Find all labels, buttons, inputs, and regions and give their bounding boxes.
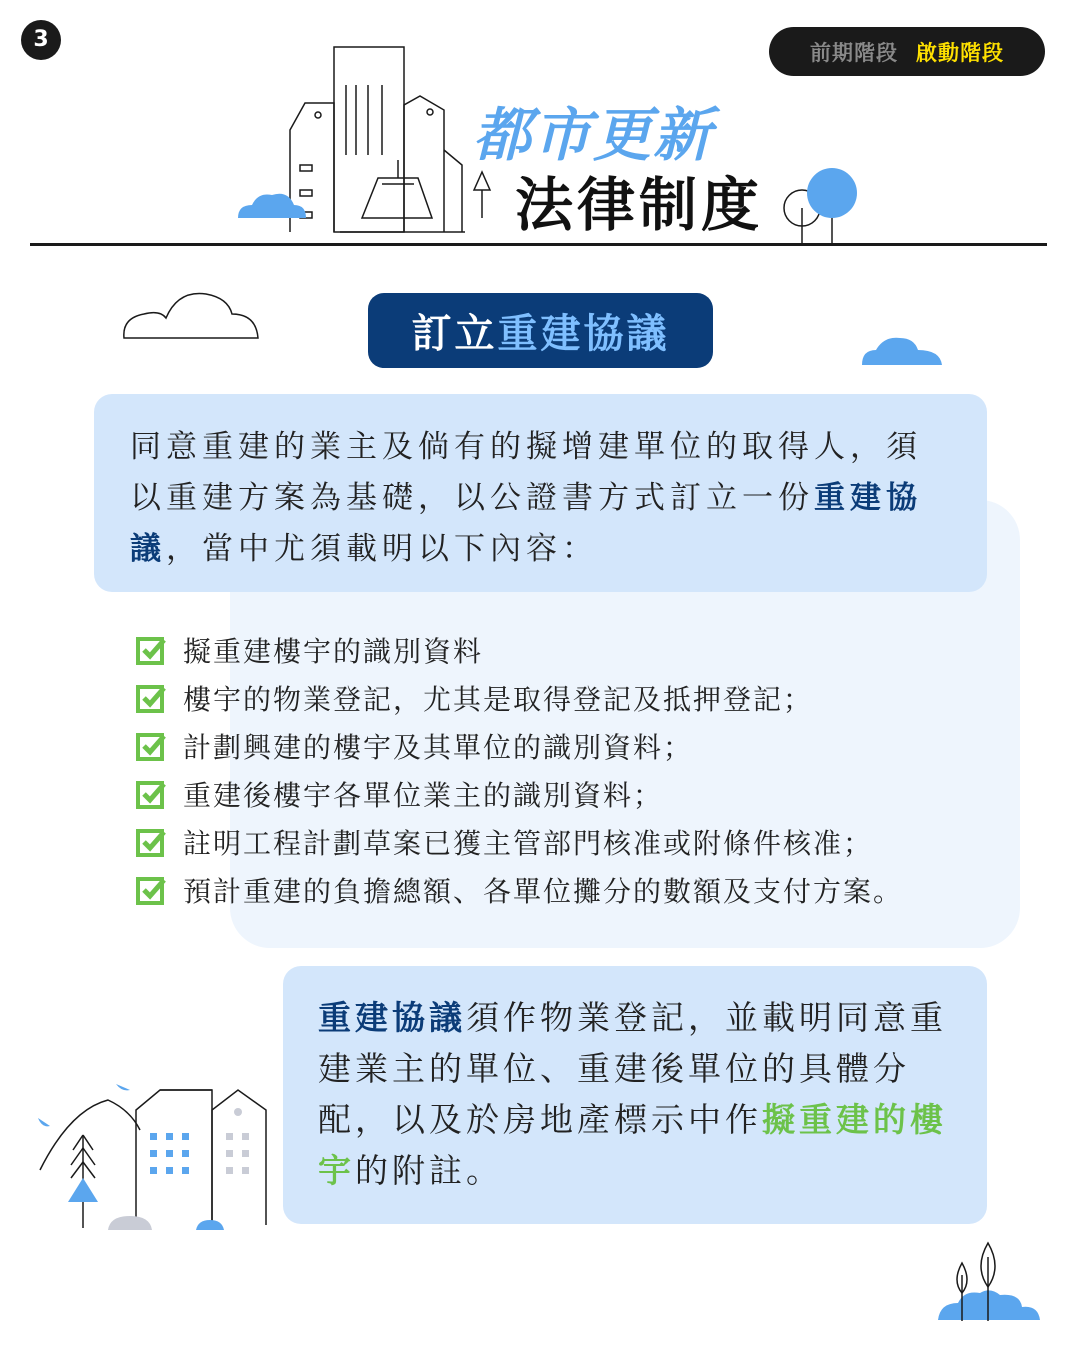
- list-item-text: 樓宇的物業登記，尤其是取得登記及抵押登記；: [183, 683, 814, 716]
- section-title-part1: 訂立: [411, 311, 498, 357]
- checkbox-checked-icon: [135, 778, 167, 810]
- stage-previous: 前期階段: [810, 40, 898, 65]
- intro-text-before: 同意重建的業主及倘有的擬增建單位的取得人，須以重建方案為基礎，以公證書方式訂立一份: [130, 429, 922, 516]
- note-box: [283, 966, 987, 1224]
- checkbox-checked-icon: [135, 634, 167, 666]
- title-main: 都市更新: [473, 101, 714, 169]
- intro-text-after: ，當中尤須載明以下內容：: [166, 531, 598, 567]
- tree-blue-circle: [807, 168, 857, 218]
- cloud-blue-icon: [862, 338, 942, 365]
- stage-current: 啟動階段: [916, 40, 1004, 65]
- list-item-text: 擬重建樓宇的識別資料: [183, 635, 484, 668]
- note-highlight-start: 重建協議: [318, 998, 466, 1037]
- bottom-right-illustration: [930, 1235, 1050, 1325]
- page-number: 3: [21, 20, 61, 60]
- note-text-end: 的附註。: [355, 1151, 503, 1190]
- list-item-text: 預計重建的負擔總額、各單位攤分的數額及支付方案。: [183, 875, 904, 908]
- checkbox-checked-icon: [135, 730, 167, 762]
- list-item: [135, 722, 903, 770]
- list-item: [135, 770, 903, 818]
- bottom-left-illustration: [30, 1070, 280, 1230]
- section-title-part2: 重建協議: [497, 311, 670, 357]
- title-sub: 法律制度: [515, 171, 764, 239]
- list-item: [135, 818, 903, 866]
- list-item-text: 重建後樓宇各單位業主的識別資料；: [183, 779, 664, 812]
- list-item: [135, 866, 903, 914]
- note-text-middle: 須作物業登記，並載明同意重建業主的單位、重建後單位的具體分配，以及於房地產標示中作: [318, 998, 947, 1139]
- section-title: [368, 293, 713, 368]
- cloud-outline-icon: [124, 294, 258, 339]
- cloud-blue-left: [238, 194, 306, 218]
- checkbox-checked-icon: [135, 826, 167, 858]
- checkbox-checked-icon: [135, 682, 167, 714]
- intro-highlight: 重建協議: [130, 480, 922, 567]
- list-item: [135, 626, 903, 674]
- header-divider: [30, 243, 1047, 246]
- list-item-text: 註明工程計劃草案已獲主管部門核准或附條件核准；: [183, 827, 874, 860]
- note-highlight-end: 擬重建的樓宇: [318, 1100, 947, 1190]
- checkbox-checked-icon: [135, 874, 167, 906]
- requirements-checklist: [135, 626, 903, 914]
- list-item: [135, 674, 903, 722]
- list-item-text: 計劃興建的樓宇及其單位的識別資料；: [183, 731, 694, 764]
- building-tower: [334, 47, 404, 232]
- intro-box: [94, 394, 987, 592]
